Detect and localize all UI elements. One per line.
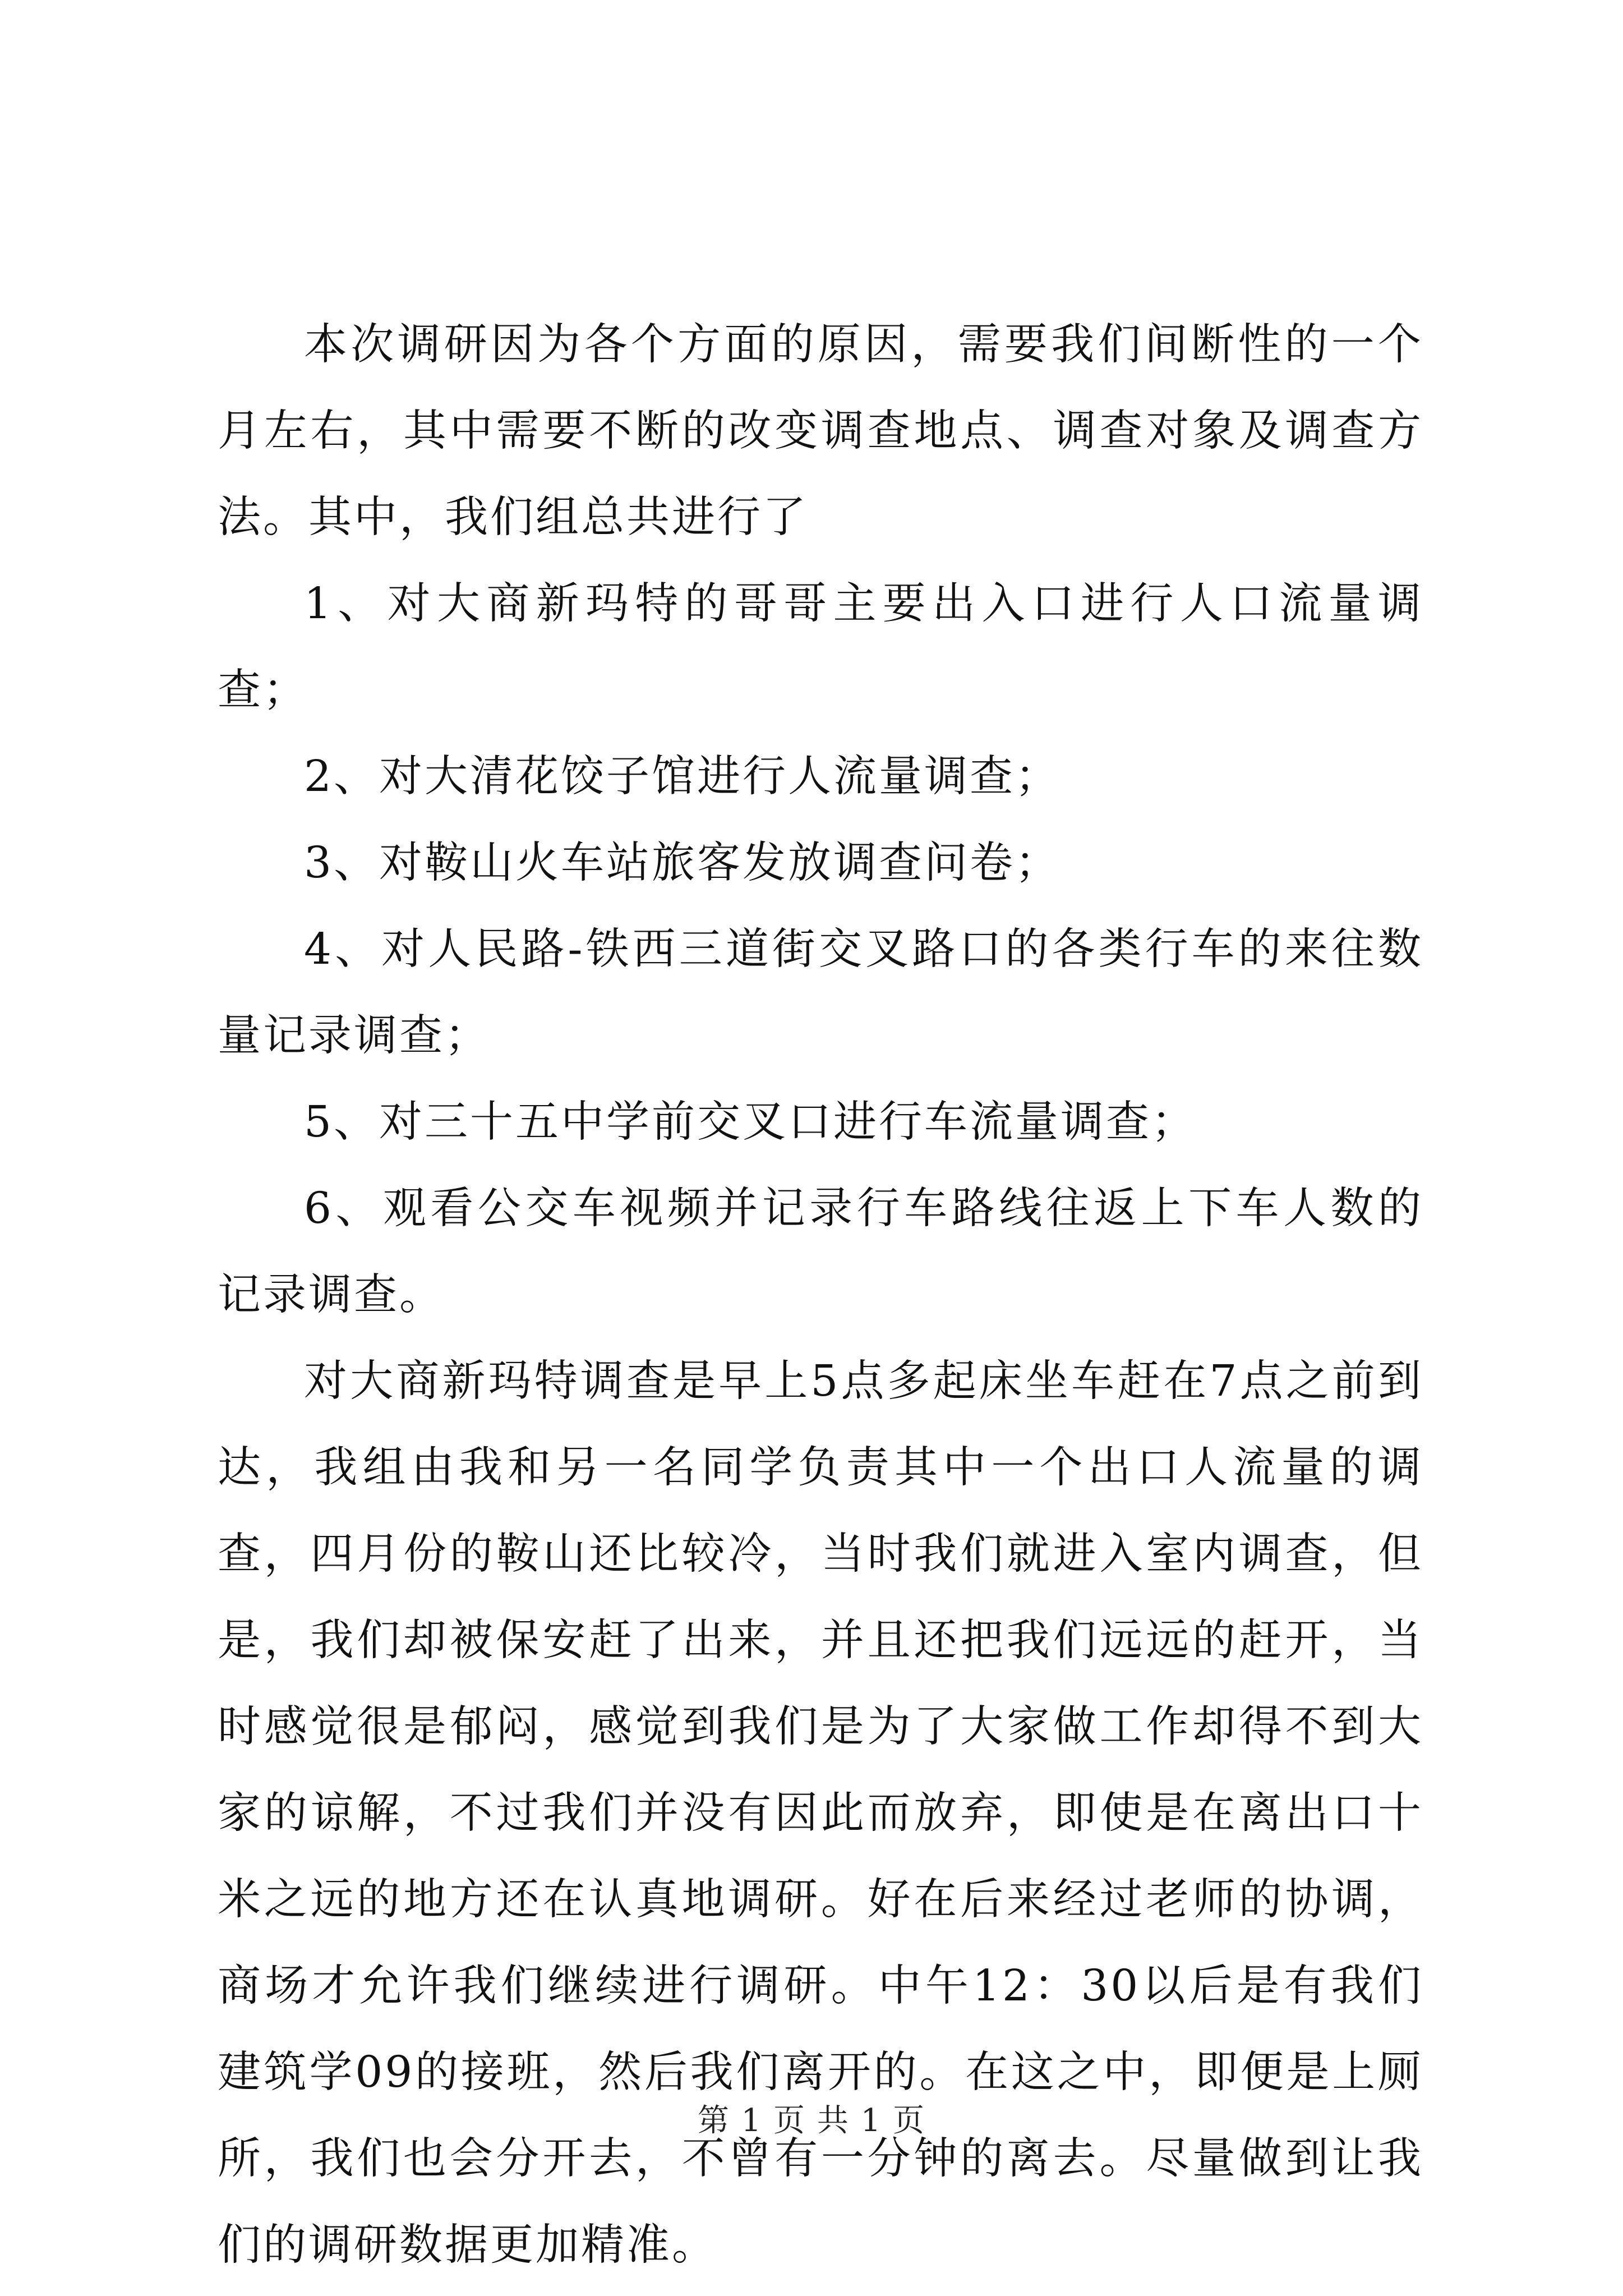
page-number-footer: 第 1 页 共 1 页 — [697, 2102, 926, 2139]
document-body — [218, 302, 1423, 2289]
paragraph-intro: 本次调研因为各个方面的原因，需要我们间断性的一个月左右，其中需要不断的改变调查地点、调查对象及调查方法。其中，我们组总共进行了 — [218, 320, 1423, 542]
list-item-5: 5、对三十五中学前交叉口进行车流量调查； — [304, 1097, 1197, 1147]
list-item-3: 3、对鞍山火车站旅客发放调查问卷； — [304, 838, 1061, 888]
list-item-2: 2、对大清花饺子馆进行人流量调查； — [304, 752, 1061, 802]
list-item-6: 6、观看公交车视频并记录行车路线往返上下车人数的记录调查。 — [218, 1184, 1423, 1320]
list-item-1: 1、对大商新玛特的哥哥主要出入口进行人口流量调查； — [218, 579, 1423, 715]
paragraph-narrative: 对大商新玛特调查是早上5点多起床坐车赶在7点之前到达，我组由我和另一名同学负责其中一个出口人流量的调查，四月份的鞍山还比较冷，当时我们就进入室内调查，但是，我们却被保安赶了出来，并且还把我们远远的赶开，当时感觉很是郁闷，感觉到我们是为了大家做工作却得不到大家的谅解，不过我们并没有因此而放弃，即使是在离出口十米之远的地方还在认真地调研。好在后来经过老师的协调，商场才允许我们继续进行调研。中午12：30以后是有我们建筑学09的接班，然后我们离开的。在这之中，即便是上厕所，我们也会分开去，不曾有一分钟的离去。尽量做到让我们的调研数据更加精准。 — [218, 1356, 1423, 2270]
list-item-4: 4、对人民路-铁西三道街交叉路口的各类行车的来往数量记录调查； — [218, 924, 1423, 1061]
